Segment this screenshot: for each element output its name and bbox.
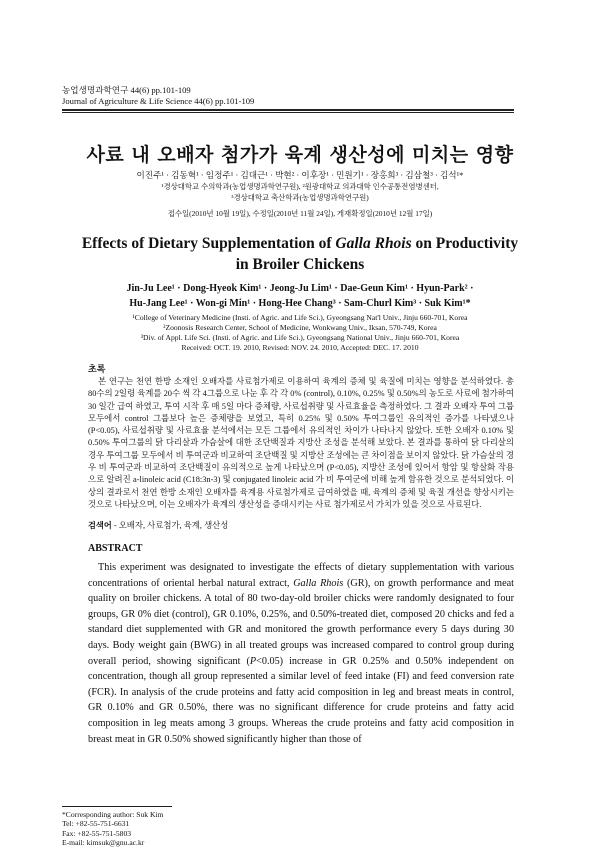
- species-name: Galla Rhois: [335, 235, 412, 252]
- header-rule-thin: [62, 112, 514, 113]
- dates-korean: 접수일(2010년 10월 19일), 수정일(2010년 11월 24일), 게재확정일(2010년 12월 17일): [167, 209, 433, 218]
- footnote-rule: [62, 806, 172, 807]
- correspondence-footnote: [62, 810, 163, 848]
- title-korean: 사료 내 오배자 첨가가 육계 생산성에 미치는 영향: [86, 144, 514, 166]
- keywords: [88, 519, 228, 531]
- title-english: [0, 233, 600, 275]
- journal-name-en: Journal of Agriculture & Life Science 44(6) pp.101-109: [62, 96, 255, 106]
- title-english-line2: in Broiler Chickens: [235, 256, 365, 273]
- affiliation-korean-1: ¹경상대학교 수의학과(농업생명과학연구원), ²원광대학교 의과대학 인수공통전염병센터,: [161, 182, 439, 191]
- received-dates-english: Received: OCT. 19. 2010, Revised: NOV. 24. 2010, Accepted: DEC. 17. 2010: [181, 343, 419, 352]
- abstract-english: This experiment was designated to investigate the effects of dietary supplementation with various concentrations of oriental herbal natural extract, Galla Rhois (GR), on growth performance and meat quality on broiler chickens. A total of 80 two-day-old broiler chicks were randomly designated to four groups, GR 0% diet (control), GR 0.10%, 0.25%, and 0.50%-treated diet, composed 20 chicks and fed a standard diet supplemented with GR and monitored the growth performance every 5 days during 30 days. Body weight gain (BWG) in all treated groups was increased compared to control group during overall period, showing significant (P<0.05) increase in GR 0.25% and 0.50% independent on concentration, though all group represented a similar level of feed intake (FI) and feed conversion rate (FCR). In analysis of the crude proteins and fatty acid composition in leg and breast meats in control, GR 0.10% and GR 0.50%, there was no significant difference for crude proteins and fatty acid composition in leg meats among 3 groups. Whereas the crude proteins and fatty acid composition in breast meat in GR 0.50% showed significantly higher than those of: [88, 562, 515, 745]
- affiliation-korean-2: ³경상대학교 축산학과(농업생명과학연구원): [231, 193, 369, 202]
- corresponding-author: *Corresponding author: Suk Kim: [62, 810, 164, 819]
- abstract-korean: 본 연구는 천연 한방 소재인 오배자를 사료첨가제로 이용하여 육계의 증체 및 육질에 미치는 영향을 분석하였다. 총 80수의 2일령 육계를 20수 씩 각 4그룹으로 나눈 후 각 각 0% (control), 0.10%, 0.25% 및 0.50%의 농도로 사료에 첨가하여 30 일간 급여 하였고, 투여 시작 후 매 5일 마다 증체량, 사료섭취량 및 사료효율을 측정하였다. 그 결과 오배자 투여 그룹 모두에서 control 그룹보다 높은 증체량을 보였고, 특히 0.25% 및 0.50% 투여그룹인 유의적인 증가를 나타냈으나 (P<0.05), 사료섭취량 및 사료효율 분석에서는 모든 그룹에서 유의적인 차이가 나타나지 않았다. 또한 오배자 0.10% 및 0.50% 투여그룹의 닭 다리살과 가슴살에 대한 조단백질과 지방산 조성을 분석해 보았다. 본 결과를 통하여 닭 다리살의 경우 투여그룹 모두에서 비 투여군과 비교하여 조단백질 및 지방산 조성에는 큰 차이점을 보이지 않았다. 닭 가슴살의 경우 비 투여군과 비교하여 조단백질이 유의적으로 높게 나타났으며 (P<0.05), 지방산 조성에 있어서 항암 및 항살화 작용으로 알려진 a-linoleic acid (C18:3n-3) 및 conjugated linoleic acid 가 비 투여군에 비해 높게 함유한 것으로 분석되었다. 이상의 결과로서 천연 한방 소재인 오배자를 육계용 사료첨가제로 급여하였을 때, 육계의 증체 및 육질 개선을 향상시키는 것으로 나타났으며, 이는 오배자가 육계의 생산성을 증대시키는 사료 첨가제로서 가치가 있을 것으로 사료된다.: [88, 377, 514, 509]
- corresponding-tel: Tel: +82-55-751-6631: [62, 819, 130, 829]
- abstract-english-heading: ABSTRACT: [88, 543, 143, 554]
- journal-name-ko: 농업생명과학연구 44(6) pp.101-109: [62, 85, 191, 95]
- affiliation-english-1: ¹College of Veterinary Medicine (Insti. of Agric. and Life Sci.), Gyeongsang Nat'l Univ., Jinju 660-701, Korea: [132, 313, 468, 322]
- title-english-line1: Effects of Dietary Supplementation of Galla Rhois on Productivity: [81, 235, 519, 252]
- authors-english-2: Hu-Jang Lee¹ · Won-gi Min¹ · Hong-Hee Chang³ · Sam-Churl Kim³ · Suk Kim¹*: [129, 298, 471, 309]
- affiliation-english-3: ³Div. of Appl. Life Sci. (Insti. of Agric. and Life Sci.), Gyeongsang National Univ., Jinju 660-701, Korea: [140, 333, 460, 342]
- journal-header: [62, 85, 254, 107]
- keywords-label: 검색어: [88, 520, 112, 530]
- corresponding-fax: Fax: +82-55-751-5803: [62, 828, 132, 838]
- abstract-korean-heading: 초록: [88, 365, 106, 375]
- authors-korean: 이진주¹ · 김동혁¹ · 임정주¹ · 김대근¹ · 박현² · 이후장¹ · 민원기¹ · 장홍희³ · 김삼철³ · 김석¹*: [136, 170, 464, 180]
- keywords-list: - 오배자, 사료첨가, 육계, 생산성: [111, 521, 229, 530]
- authors-english-1: Jin-Ju Lee¹ · Dong-Hyeok Kim¹ · Jeong-Ju Lim¹ · Dae-Geun Kim¹ · Hyun-Park² ·: [126, 283, 474, 294]
- corresponding-email: E-mail: kimsuk@gnu.ac.kr: [62, 838, 145, 848]
- affiliation-english-2: ²Zoonosis Research Center, School of Medicine, Wonkwang Univ., Iksan, 570-749, Korea: [163, 323, 437, 332]
- header-rule: [62, 109, 514, 111]
